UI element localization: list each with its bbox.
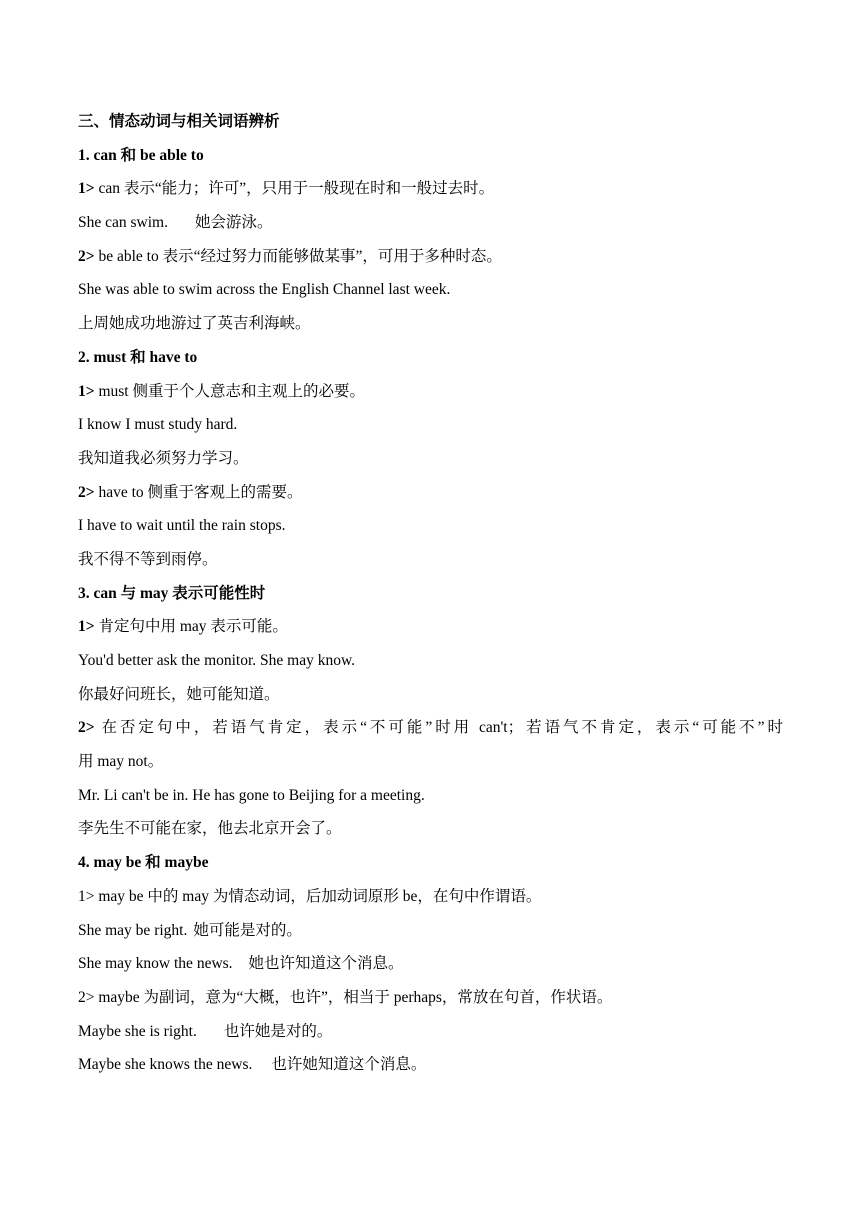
example-chinese: 我不得不等到雨停。 bbox=[78, 550, 218, 568]
item-heading: 1. can 和 be able to bbox=[78, 146, 204, 164]
example-chinese: 我知道我必须努力学习。 bbox=[78, 449, 249, 467]
example-chinese: 也许她知道这个消息。 bbox=[271, 1056, 427, 1074]
example-line bbox=[78, 1015, 783, 1049]
point-text: be able to 表示“经过努力而能够做某事”，可用于多种时态。 bbox=[94, 247, 502, 265]
point-line bbox=[78, 375, 783, 409]
example-english: Maybe she is right. bbox=[78, 1022, 197, 1040]
point-line bbox=[78, 610, 783, 644]
example-english: I know I must study hard. bbox=[78, 416, 238, 434]
document-content bbox=[78, 105, 783, 1082]
example-english: Maybe she knows the news. bbox=[78, 1056, 253, 1074]
point-text: must 侧重于个人意志和主观上的必要。 bbox=[94, 382, 365, 400]
example-english: She may be right. bbox=[78, 921, 188, 939]
point-label: 2> bbox=[78, 483, 95, 501]
point-text: have to 侧重于客观上的需要。 bbox=[94, 483, 303, 501]
point-text: can 表示“能力；许可”，只用于一般现在时和一般过去时。 bbox=[94, 180, 495, 198]
point-label: 1> bbox=[78, 618, 95, 636]
example-english: You'd better ask the monitor. She may know. bbox=[78, 652, 356, 669]
example-chinese: 上周她成功地游过了英吉利海峡。 bbox=[78, 315, 311, 333]
point-line bbox=[78, 172, 783, 206]
example-english: She can swim. bbox=[78, 214, 168, 232]
item-heading: 3. can 与 may 表示可能性时 bbox=[78, 584, 266, 602]
item-heading: 4. may be 和 maybe bbox=[78, 854, 209, 872]
example-chinese: 她也许知道这个消息。 bbox=[248, 955, 404, 973]
example-line bbox=[78, 206, 783, 240]
point-text: 肯定句中用 may 表示可能。 bbox=[94, 618, 288, 636]
point-line bbox=[78, 240, 783, 274]
item-heading: 2. must 和 have to bbox=[78, 348, 198, 366]
point-label: 2> bbox=[78, 719, 95, 737]
example-chinese: 她会游泳。 bbox=[194, 214, 273, 232]
point-text-continuation: 用 may not。 bbox=[78, 753, 164, 771]
example-chinese: 也许她是对的。 bbox=[223, 1022, 333, 1040]
example-line bbox=[78, 947, 783, 981]
example-line bbox=[78, 914, 783, 948]
point-label: 2> bbox=[78, 247, 95, 265]
point-text: 在否定句中，若语气肯定，表示“不可能”时用 can't；若语气不肯定，表示“可能不”时 bbox=[94, 719, 783, 737]
example-chinese: 你最好问班长，她可能知道。 bbox=[78, 685, 280, 703]
example-english: She was able to swim across the English Channel last week. bbox=[78, 281, 451, 299]
example-line bbox=[78, 1048, 783, 1082]
point-label: 1> bbox=[78, 180, 95, 198]
example-english: I have to wait until the rain stops. bbox=[78, 517, 286, 535]
example-english: Mr. Li can't be in. He has gone to Beijing for a meeting. bbox=[78, 786, 425, 804]
point-text: 2> maybe 为副词，意为“大概，也许”，相当于 perhaps，常放在句首，作状语。 bbox=[78, 988, 613, 1006]
point-text: 1> may be 中的 may 为情态动词，后加动词原形 be，在句中作谓语。 bbox=[78, 887, 542, 905]
section-title: 三、情态动词与相关词语辨析 bbox=[78, 113, 280, 130]
example-english: She may know the news. bbox=[78, 955, 233, 973]
example-chinese: 李先生不可能在家，他去北京开会了。 bbox=[78, 820, 342, 838]
point-line bbox=[78, 476, 783, 510]
point-line bbox=[78, 711, 783, 745]
point-label: 1> bbox=[78, 382, 95, 400]
example-chinese: 她可能是对的。 bbox=[193, 921, 302, 939]
